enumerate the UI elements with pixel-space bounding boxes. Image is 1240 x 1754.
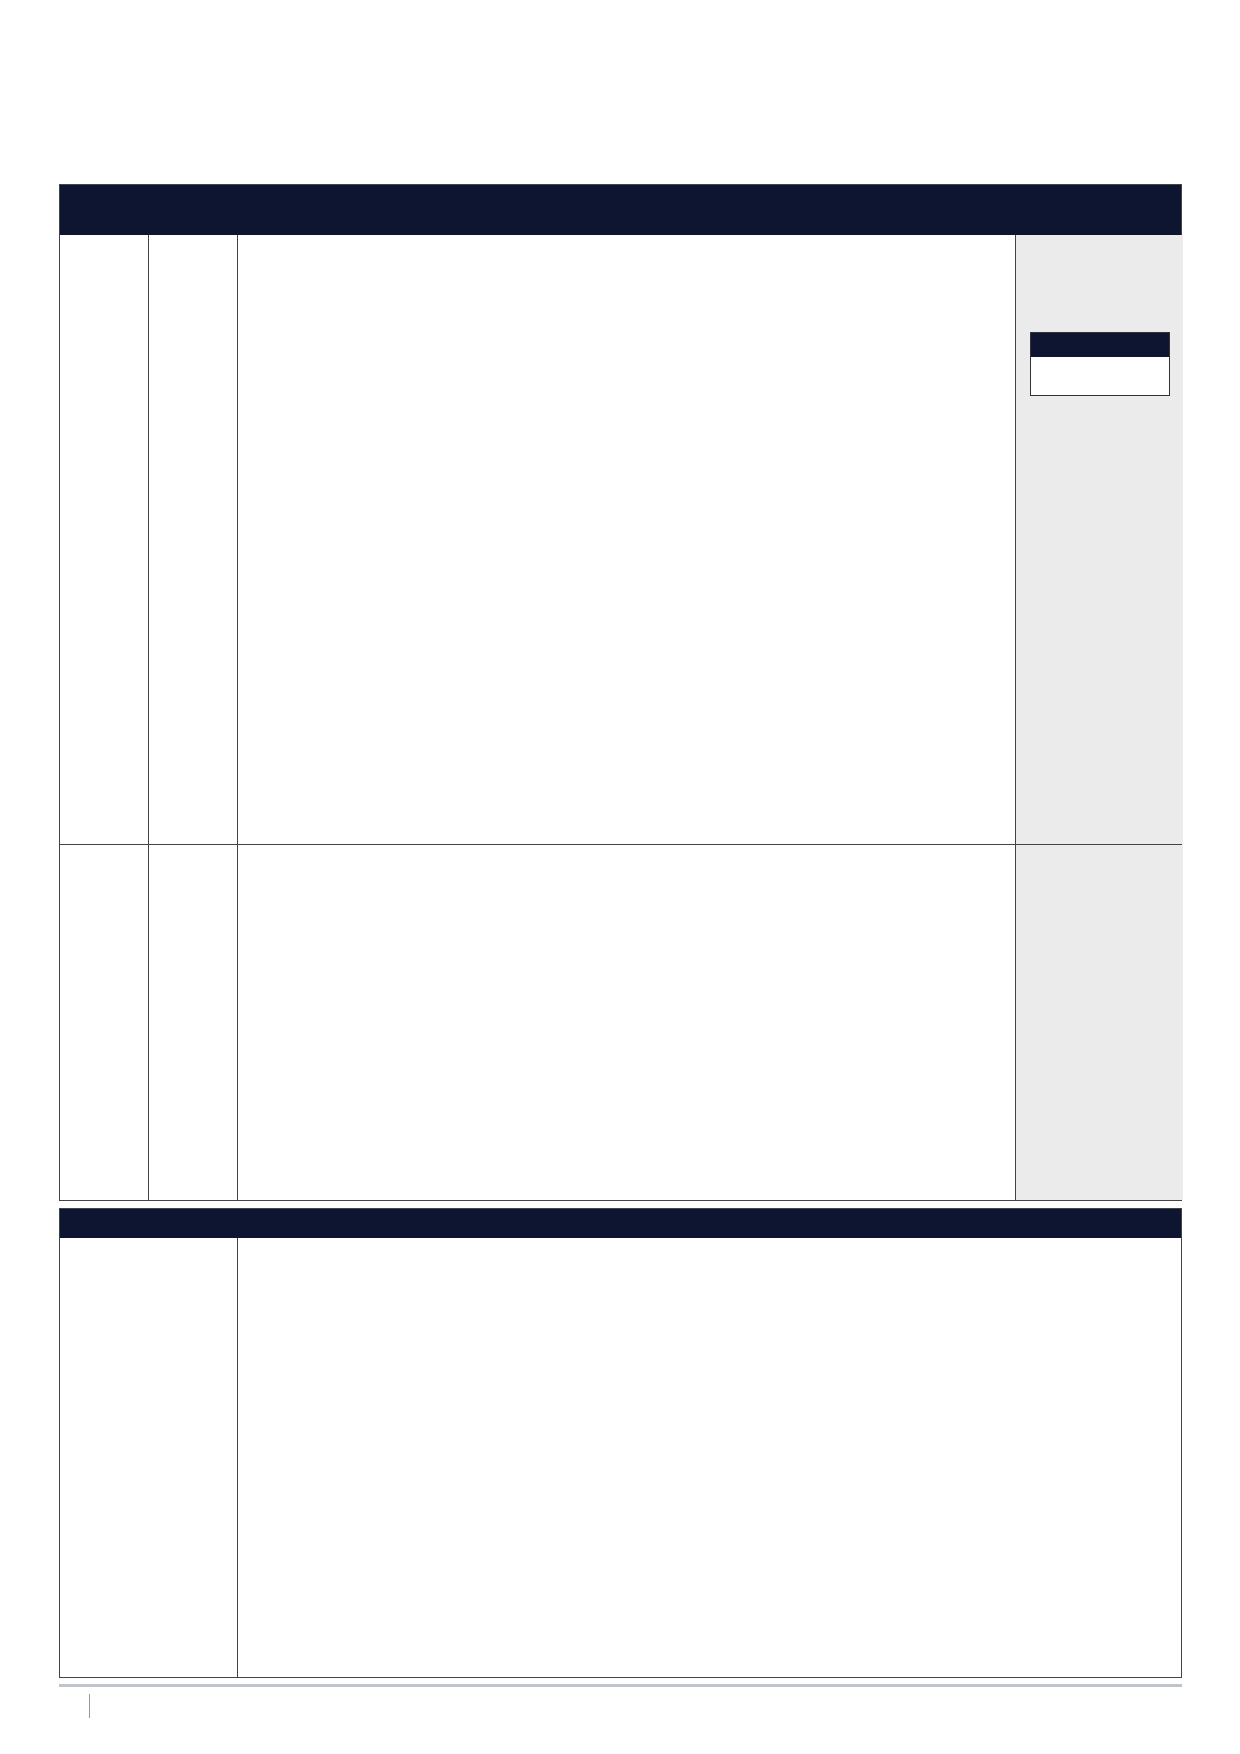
package-option-table [59,1208,1182,1678]
header-trim [60,185,148,235]
common-option-title [1031,333,1169,357]
common-option-item [1031,357,1169,365]
header-options [1016,185,1183,235]
prestige-option-list [1024,418,1175,448]
footer-rule [59,1684,1182,1687]
footer-divider [89,1694,90,1718]
header-price [149,185,237,235]
trim-spec-table [59,184,1182,1201]
prestige-options-cell [1016,235,1183,844]
header-features [238,185,1015,235]
noblesse-options-cell [1016,845,1183,1200]
header-package-detail [238,1209,1183,1238]
header-package-name [60,1209,237,1238]
common-option-box [1030,332,1170,396]
noblesse-option-list [1024,901,1175,951]
package-table-header [60,1209,1181,1238]
noblesse-feature-list [245,890,1005,896]
table-header [60,185,1181,235]
